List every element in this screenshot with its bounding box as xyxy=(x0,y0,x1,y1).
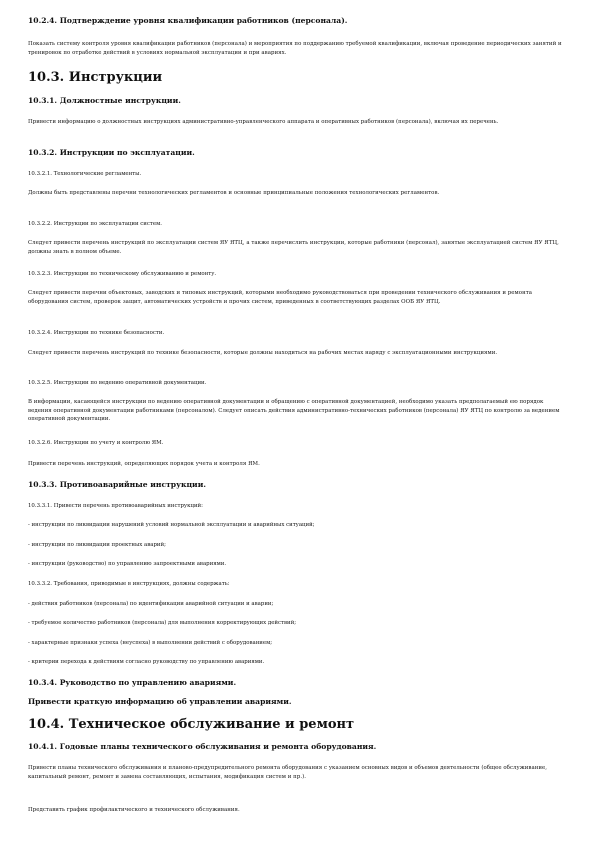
section-text-10-4-1-schedule: Представить график профилактического и технического обслуживания. xyxy=(28,807,240,813)
subsection-text-10-3-2-2: Следует привести перечень инструкций по эксплуатации систем ЯУ ЯТЦ, а также перечислить инструкции, которые работники (персонал), занятые эксплуатацией систем ЯУ ЯТЦ, должны знать в полном объеме. xyxy=(28,240,559,255)
subsection-10-3-2-4: 10.3.2.4. Инструкции по технике безопасности. xyxy=(28,330,165,336)
section-heading-10-4: 10.4. Техническое обслуживание и ремонт xyxy=(28,717,355,732)
list-item: - требуемое количество работников (персонала) для выполнения корректирующих действий; xyxy=(28,620,297,626)
subsection-text-10-3-2-1: Должны быть представлены перечни технологических регламентов и основные принципиальные положения технологических регламентов. xyxy=(28,190,440,196)
subsection-text-10-3-2-4: Следует привести перечень инструкций по технике безопасности, которые должны находиться на рабочих местах наряду с эксплуатационными инструкциями. xyxy=(28,350,498,356)
subsection-10-3-2-5: 10.3.2.5. Инструкции по ведению оперативной документации. xyxy=(28,380,207,386)
section-text-10-3-1: Привести информацию о должностных инструкциях административно-управленческого аппарата и оперативных работников (персонала), включая их перечень. xyxy=(28,119,499,125)
list-item: - инструкции по ликвидации нарушений условий нормальной эксплуатации и аварийных ситуаций; xyxy=(28,522,315,528)
subsection-10-3-2-3: 10.3.2.3. Инструкции по техническому обслуживанию и ремонту. xyxy=(28,271,217,277)
subsection-10-3-2-6: 10.3.2.6. Инструкции по учету и контролю ЯМ. xyxy=(28,440,164,446)
section-text-10-2-4: Показать систему контроля уровня квалификации работников (персонала) и мероприятия по поддержанию требуемой квалификации, включая проведение периодических занятий и тренировок по отработке действий в условиях нормальной эксплуатации и при авариях. xyxy=(28,41,562,56)
section-text-10-3-4: Привести краткую информацию об управлении авариями. xyxy=(28,697,292,706)
list-item: - инструкции по ликвидации проектных аварий; xyxy=(28,542,166,548)
subsection-10-3-2-2: 10.3.2.2. Инструкции по эксплуатации систем. xyxy=(28,221,163,227)
section-heading-10-3-4: 10.3.4. Руководство по управлению авариями. xyxy=(28,678,237,687)
section-heading-10-3-1: 10.3.1. Должностные инструкции. xyxy=(28,96,181,105)
subsection-10-3-2-1: 10.3.2.1. Технологические регламенты. xyxy=(28,171,142,177)
subsection-text-10-3-2-6: Привести перечень инструкций, определяющих порядок учета и контроля ЯМ. xyxy=(28,461,260,467)
subsection-10-3-3-1: 10.3.3.1. Привести перечень противоаварийных инструкций: xyxy=(28,503,203,509)
section-heading-10-2-4: 10.2.4. Подтверждение уровня квалификации работников (персонала). xyxy=(28,16,348,25)
section-text-10-4-1: Привести планы технического обслуживания и планово-предупредительного ремонта оборудования с указанием основных видов и объемов деятельности (общее обслуживание, капитальный ремонт, ремонт и замена составляющих, испытания, модификация систем и пр.). xyxy=(28,765,548,780)
subsection-10-3-3-2: 10.3.3.2. Требования, приводимые в инструкциях, должны содержать: xyxy=(28,581,230,587)
section-heading-10-3-2: 10.3.2. Инструкции по эксплуатации. xyxy=(28,148,195,157)
section-heading-10-3: 10.3. Инструкции xyxy=(28,70,163,85)
subsection-text-10-3-2-3: Следует привести перечни объектовых, заводских и типовых инструкций, которыми необходимо руководствоваться при проведении технического обслуживания и ремонта оборудования систем, проверок защит, автоматических устройств и прочих систем, приведенных в соответствующих разделах ООБ ЯУ ЯТЦ. xyxy=(28,290,533,305)
list-item: - действия работников (персонала) по идентификации аварийной ситуации и аварии; xyxy=(28,601,274,607)
list-item: - характерные признаки успеха (неуспеха) в выполнении действий с оборудованием; xyxy=(28,640,273,646)
list-item: - критерии перехода к действиям согласно руководству по управлению авариями. xyxy=(28,659,265,665)
section-heading-10-4-1: 10.4.1. Годовые планы технического обслуживания и ремонта оборудования. xyxy=(28,742,377,751)
section-heading-10-3-3: 10.3.3. Противоаварийные инструкции. xyxy=(28,480,206,489)
subsection-text-10-3-2-5: В информации, касающейся инструкции по ведению оперативной документации и обращению с оперативной документацией, необходимо указать предполагаемый ею порядок ведения оперативной документации работниками (персоналом). Следует описать действия административно-технических работников (персонала) ЯУ ЯТЦ по контролю за ведением оперативной документации. xyxy=(28,399,560,423)
list-item: - инструкции (руководство) по управлению запроектными авариями. xyxy=(28,561,227,567)
